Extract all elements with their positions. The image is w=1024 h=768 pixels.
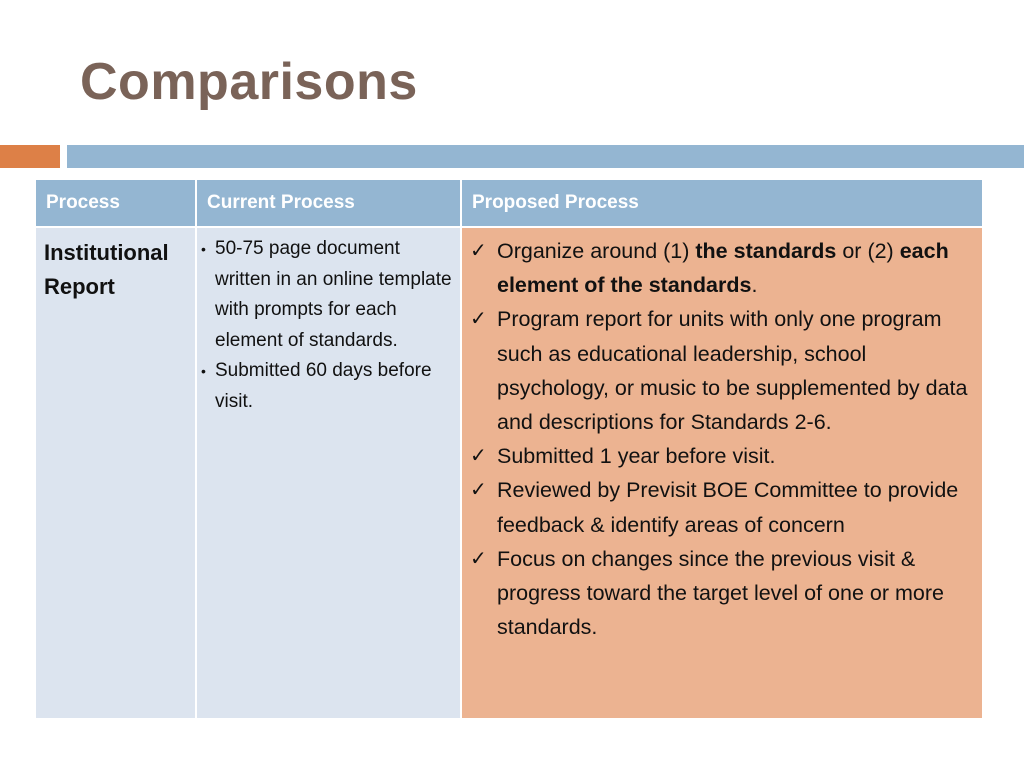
header-current-process: Current Process bbox=[196, 179, 461, 227]
bullet-icon: • bbox=[201, 363, 206, 379]
table-row bbox=[35, 227, 983, 719]
list-item bbox=[201, 356, 456, 417]
list-item-text: Submitted 60 days before visit. bbox=[215, 360, 432, 412]
emphasis-text: each element of the standards bbox=[497, 239, 949, 298]
comparison-table bbox=[34, 178, 984, 720]
cell-proposed-process bbox=[461, 227, 983, 719]
header-process: Process bbox=[35, 179, 196, 227]
list-item-text: Organize around (1) bbox=[497, 239, 696, 263]
accent-bar-orange bbox=[0, 145, 60, 168]
list-item-text: Submitted 1 year before visit. bbox=[497, 444, 776, 469]
list-item-text: 50-75 page document written in an online template with prompts for each element of standards. bbox=[215, 238, 452, 351]
checkmark-icon: ✓ bbox=[470, 240, 487, 262]
list-item bbox=[201, 234, 456, 356]
checkmark-icon: ✓ bbox=[470, 547, 487, 570]
list-item bbox=[470, 234, 976, 302]
table-header-row bbox=[35, 179, 983, 227]
header-proposed-process: Proposed Process bbox=[461, 179, 983, 227]
emphasis-text: the standards bbox=[695, 239, 837, 263]
proposed-process-list bbox=[470, 234, 976, 644]
accent-bar-blue bbox=[67, 145, 1024, 168]
list-item-text: Focus on changes since the previous visit & progress toward the target level of one or more standards. bbox=[497, 546, 944, 640]
list-item bbox=[470, 473, 976, 541]
list-item bbox=[470, 439, 976, 473]
cell-process: Institutional Report bbox=[35, 227, 196, 719]
bullet-icon: • bbox=[201, 241, 206, 257]
cell-current-process bbox=[196, 227, 461, 719]
list-item bbox=[470, 542, 976, 645]
slide-title: Comparisons bbox=[80, 53, 418, 111]
list-item-text: Program report for units with only one program such as educational leadership, school psychology, or music to be supplemented by data and descriptions for Standards 2-6. bbox=[497, 307, 968, 435]
checkmark-icon: ✓ bbox=[470, 445, 487, 468]
checkmark-icon: ✓ bbox=[470, 308, 487, 331]
current-process-list bbox=[201, 234, 456, 417]
list-item-text: . bbox=[751, 273, 758, 298]
checkmark-icon: ✓ bbox=[470, 479, 487, 502]
list-item-text: Reviewed by Previsit BOE Committee to provide feedback & identify areas of concern bbox=[497, 478, 959, 537]
list-item bbox=[470, 302, 976, 439]
list-item-text: or (2) bbox=[836, 239, 900, 263]
